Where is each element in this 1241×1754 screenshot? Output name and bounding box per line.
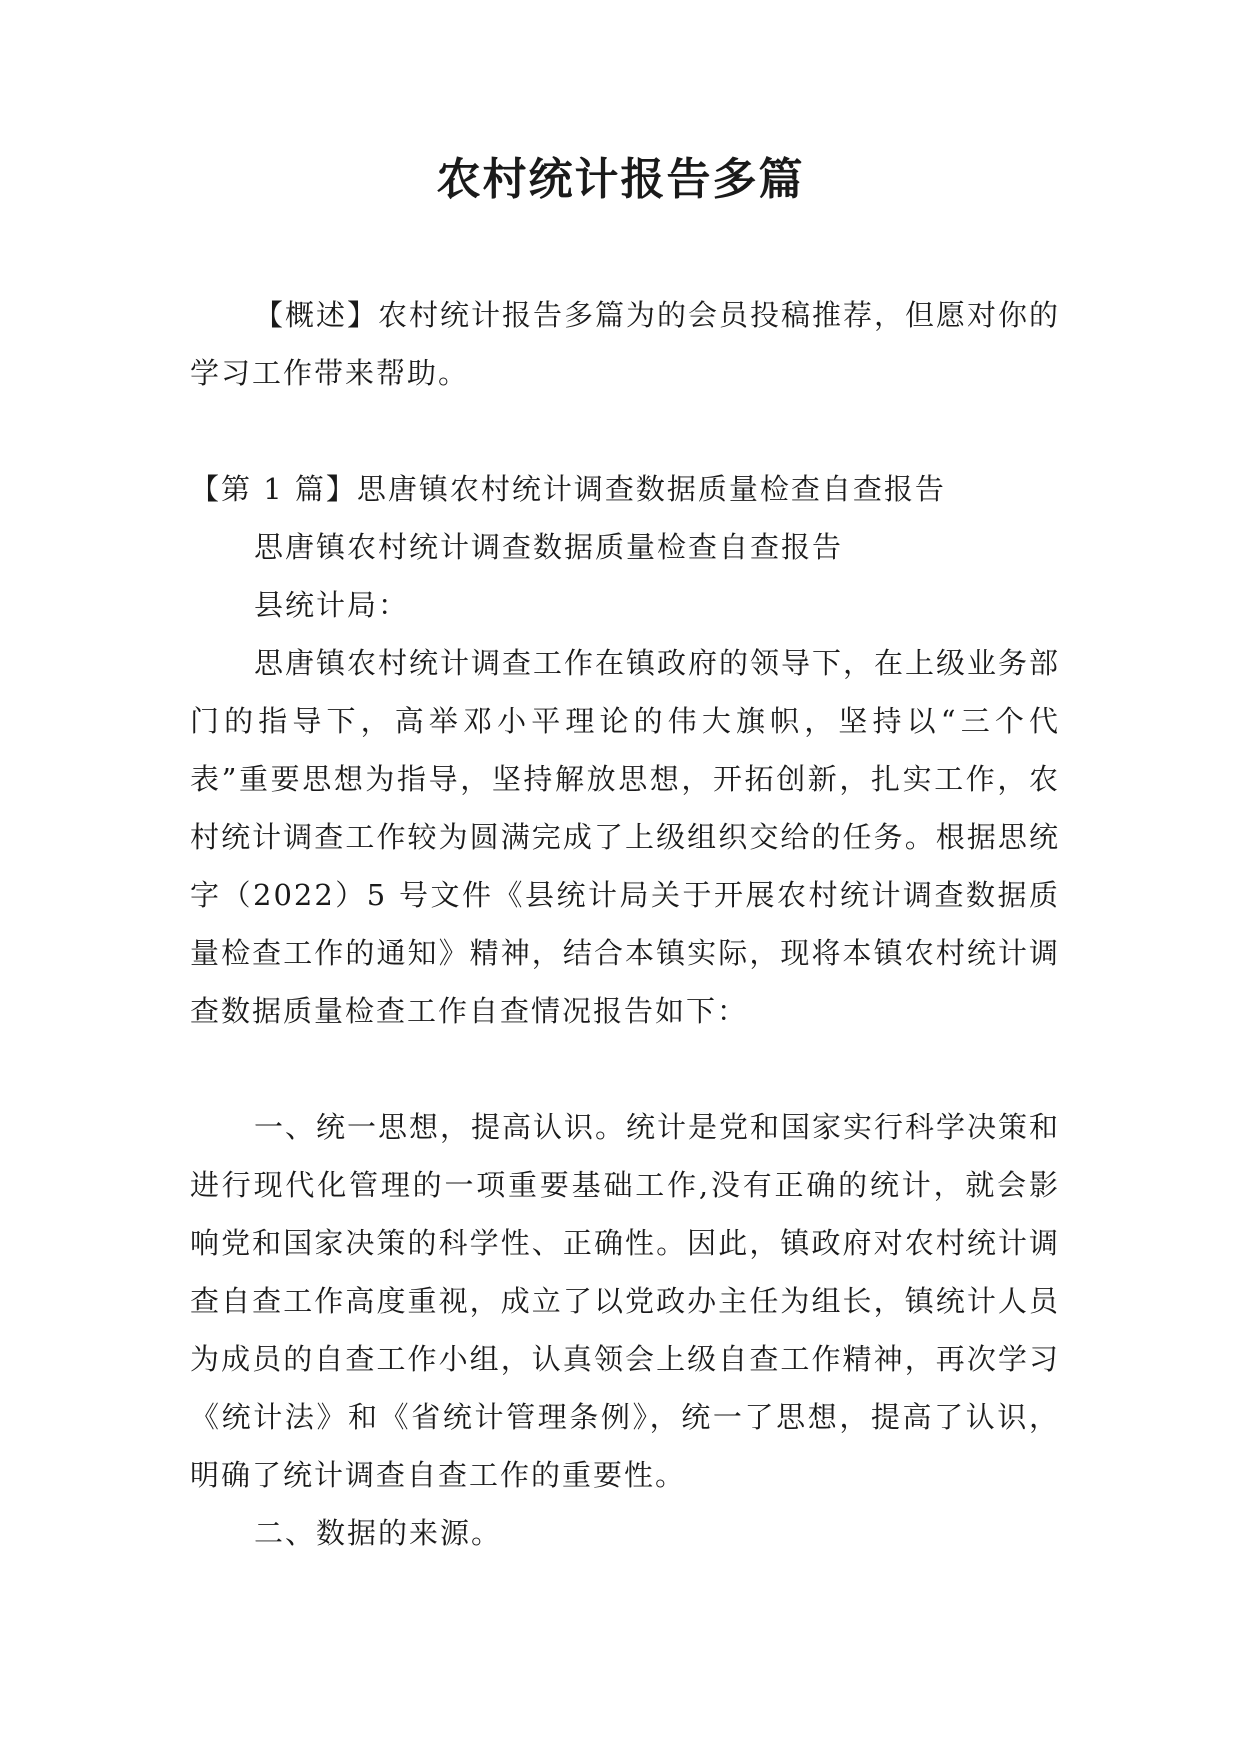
article-heading: 【第 1 篇】思唐镇农村统计调查数据质量检查自查报告 bbox=[190, 472, 946, 506]
article-subtitle: 思唐镇农村统计调查数据质量检查自查报告 bbox=[254, 530, 844, 564]
body-paragraph-2: 一、统一思想，提高认识。统计是党和国家实行科学决策和进行现代化管理的一项重要基础工作,没有正确的统计，就会影响党和国家决策的科学性、正确性。因此，镇政府对农村统计调查自查工作高度重视，成立了以党政办主任为组长，镇统计人员为成员的自查工作小组，认真领会上级自查工作精神，再次学习《统计法》和《省统计管理条例》，统一了思想，提高了认识，明确了统计调查自查工作的重要性。 bbox=[190, 1110, 1061, 1492]
salutation: 县统计局： bbox=[254, 588, 410, 622]
body-paragraph-3: 二、数据的来源。 bbox=[254, 1516, 503, 1550]
summary-paragraph: 【概述】农村统计报告多篇为的会员投稿推荐，但愿对你的学习工作带来帮助。 bbox=[190, 298, 1061, 390]
body-paragraph-1: 思唐镇农村统计调查工作在镇政府的领导下，在上级业务部门的指导下，高举邓小平理论的伟大旗帜，坚持以“三个代表”重要思想为指导，坚持解放思想，开拓创新，扎实工作，农村统计调查工作较为圆满完成了上级组织交给的任务。根据思统字（2022）5 号文件《县统计局关于开展农村统计调查数据质量检查工作的通知》精神，结合本镇实际，现将本镇农村统计调查数据质量检查工作自查情况报告如下： bbox=[190, 646, 1061, 1028]
document-title: 农村统计报告多篇 bbox=[436, 154, 805, 205]
